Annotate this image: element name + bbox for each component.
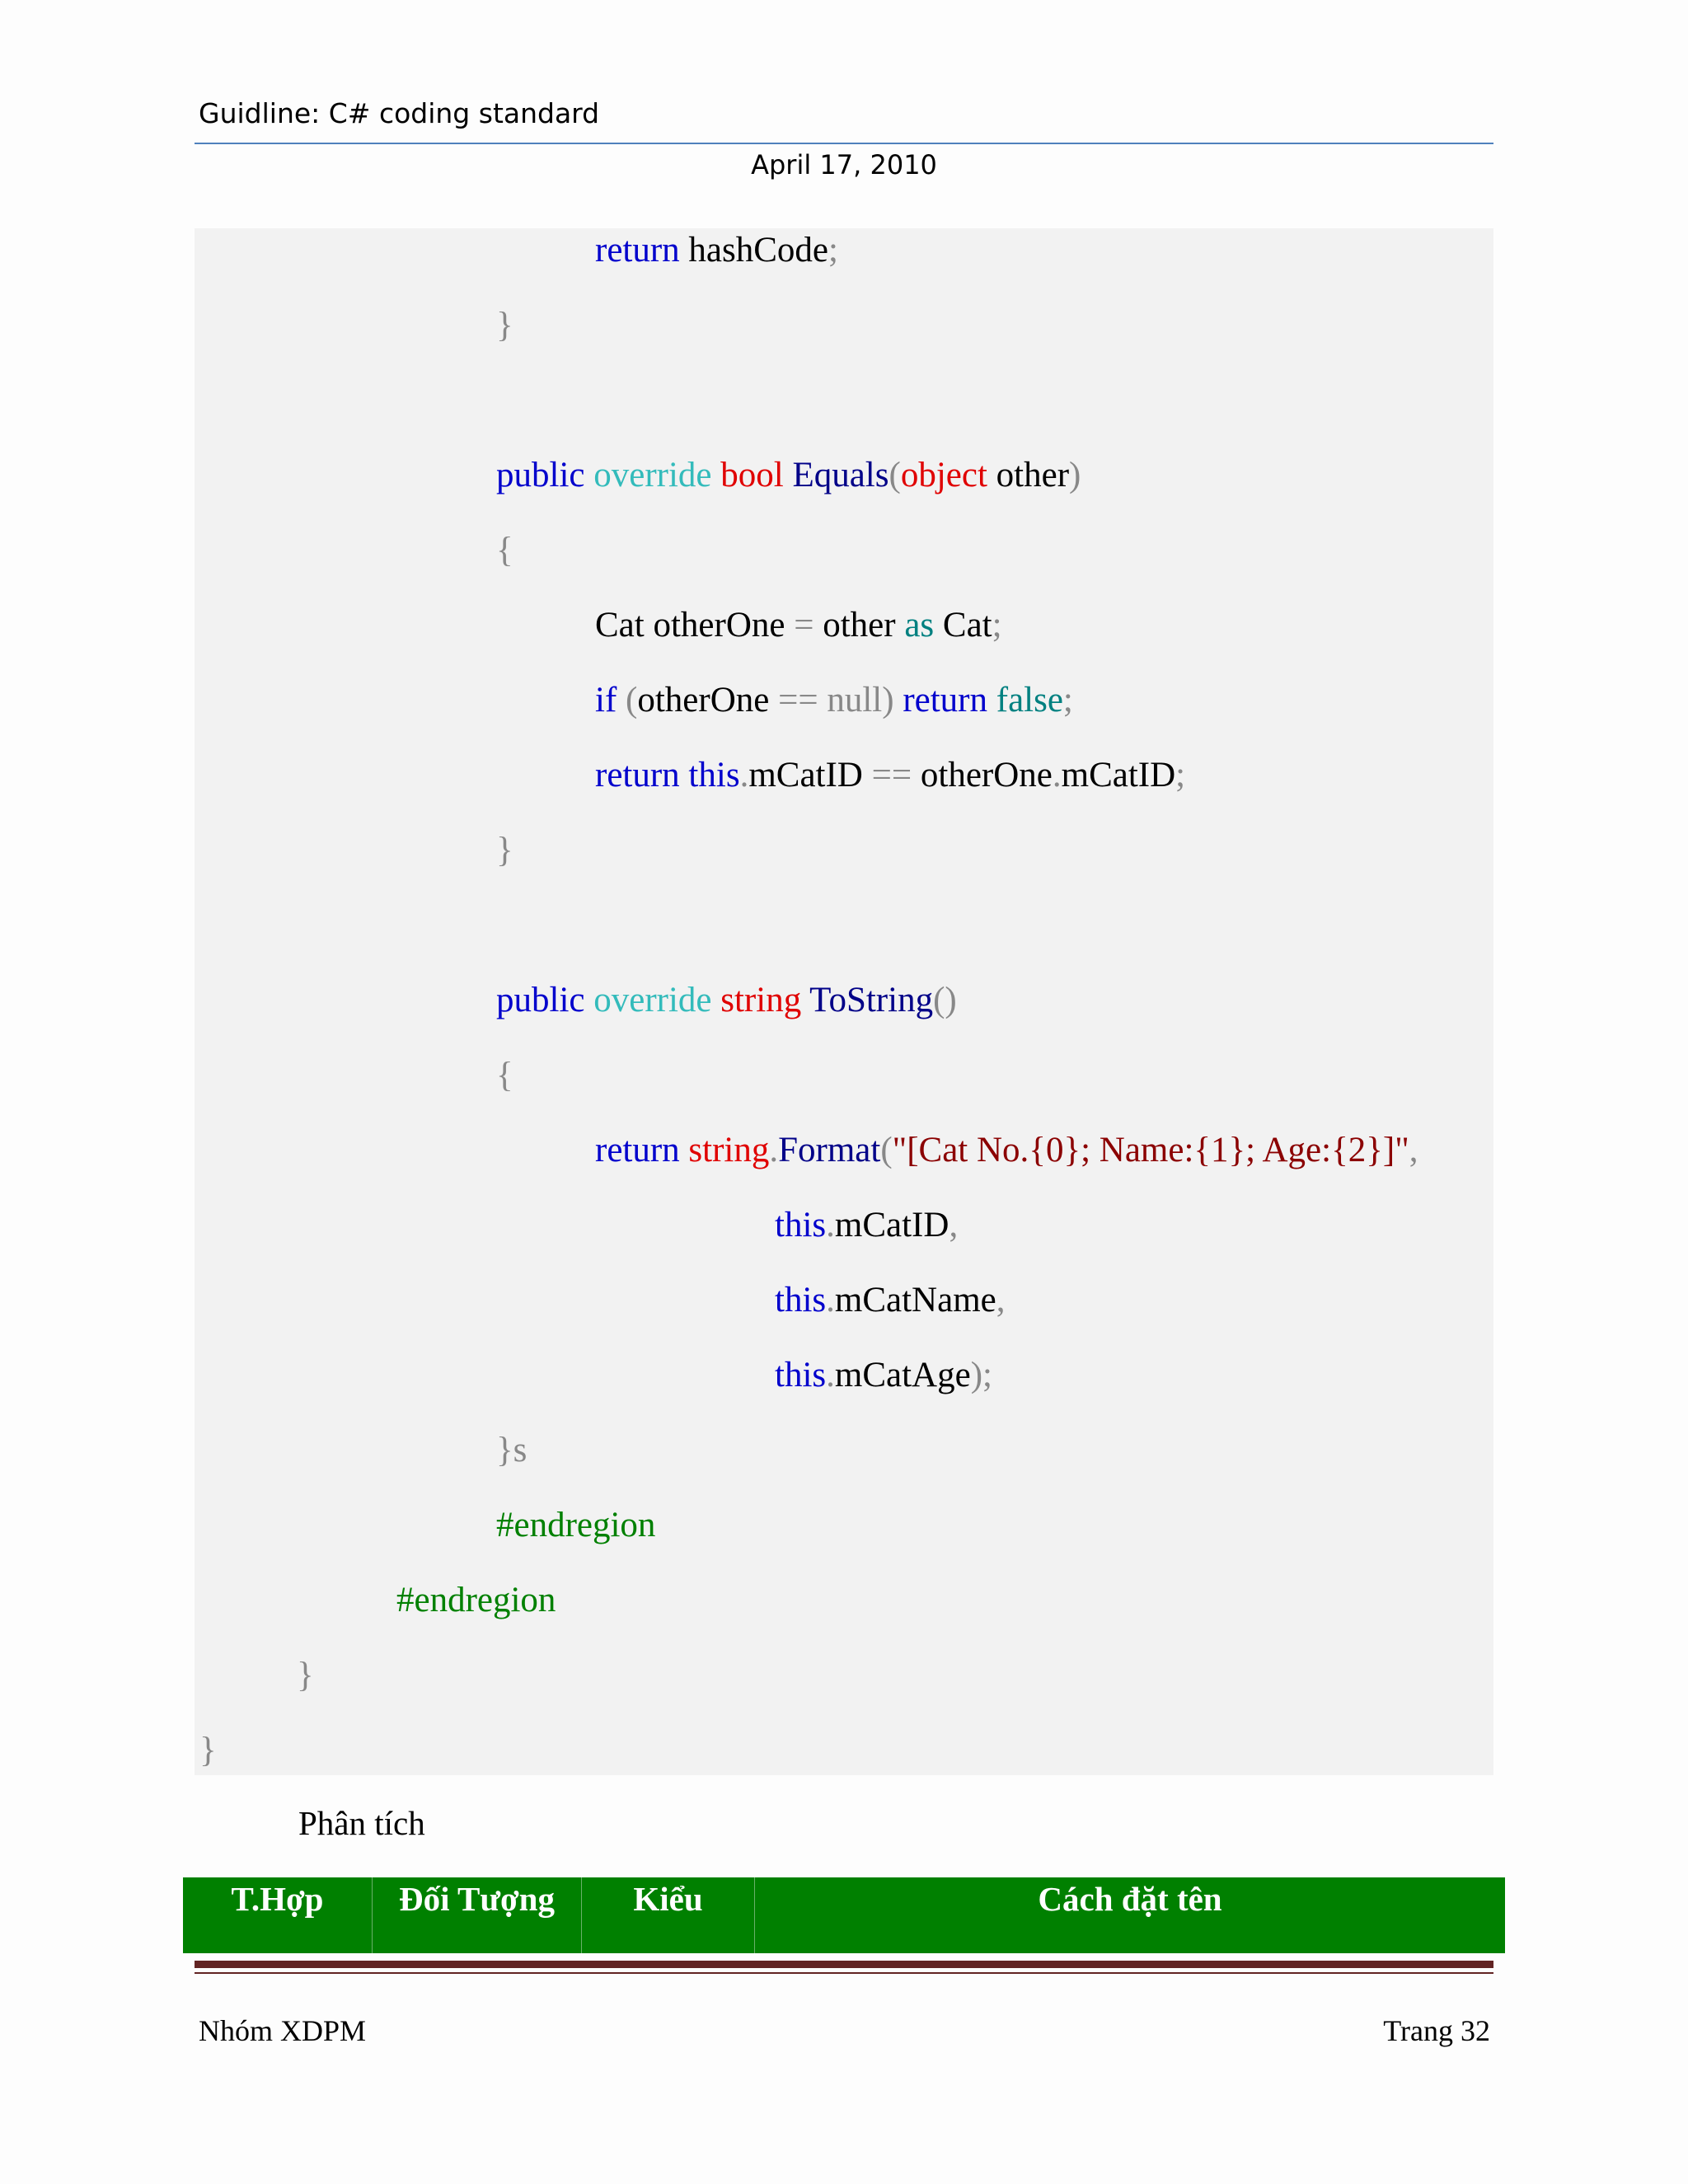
table-header-cell: Cách đặt tên: [1038, 1880, 1222, 1918]
code-token: ;: [992, 606, 1002, 644]
code-token: this: [775, 1281, 827, 1319]
code-token: bool: [711, 456, 784, 494]
code-token: {: [496, 531, 513, 569]
code-token: .: [769, 1131, 779, 1169]
code-token: }: [496, 831, 513, 869]
document-header-date: April 17, 2010: [751, 149, 937, 180]
code-token: .: [1052, 756, 1062, 794]
code-token: }: [199, 1731, 217, 1769]
code-token: Cat: [934, 606, 992, 644]
code-token: {: [496, 1056, 513, 1094]
code-line: [496, 305, 513, 346]
code-token: return: [595, 1131, 680, 1169]
code-token: );: [970, 1356, 992, 1394]
code-token: mCatID: [1061, 756, 1176, 794]
code-token: ,: [996, 1281, 1006, 1319]
code-token: ,: [1409, 1131, 1418, 1169]
code-token: mCatName: [834, 1281, 996, 1319]
code-token: == null): [769, 681, 894, 719]
code-token: ==: [862, 756, 921, 794]
code-token: ,: [949, 1206, 959, 1244]
code-token: if: [595, 681, 617, 719]
code-line: [297, 1655, 314, 1696]
code-token: }: [297, 1656, 314, 1694]
code-token: public: [496, 981, 585, 1019]
code-token: .: [739, 756, 749, 794]
code-token: return: [893, 681, 987, 719]
table-header-cell: T.Hợp: [183, 1877, 373, 1953]
analysis-label: Phân tích: [298, 1804, 425, 1842]
code-line: [775, 1280, 1005, 1321]
code-token: other: [987, 456, 1070, 494]
code-line: [595, 680, 1073, 721]
table-header-cell: Đối Tượng: [373, 1877, 582, 1953]
table-header-cell: Kiểu: [582, 1877, 755, 1953]
code-token: Format: [778, 1131, 881, 1169]
code-token: hashCode: [679, 231, 829, 269]
code-token: other: [823, 606, 896, 644]
code-token: #endregion: [396, 1581, 556, 1619]
code-block: [195, 228, 1493, 1775]
code-token: (: [880, 1131, 893, 1169]
code-token: "[Cat No.{0}; Name:{1}; Age:{2}]": [892, 1131, 1409, 1169]
code-token: #endregion: [496, 1506, 656, 1544]
footer-divider-thin: [195, 1972, 1493, 1974]
code-token: .: [826, 1206, 835, 1244]
code-token: this: [775, 1356, 827, 1394]
code-token: ): [1069, 456, 1081, 494]
code-token: false: [987, 681, 1063, 719]
footer-group-name: Nhóm XDPM: [199, 2014, 367, 2047]
code-token: mCatAge: [834, 1356, 971, 1394]
naming-table-header: [183, 1877, 1505, 1953]
code-line: [595, 755, 1185, 796]
code-token: public: [496, 456, 585, 494]
code-line: [199, 1730, 217, 1771]
code-token: return: [595, 756, 680, 794]
code-token: ;: [1062, 681, 1073, 719]
code-token: (): [933, 981, 957, 1019]
footer-divider-thick: [195, 1961, 1493, 1968]
code-line: [496, 1430, 527, 1471]
code-token: }: [496, 1431, 513, 1469]
code-line: [496, 455, 1081, 496]
code-token: mCatID: [834, 1206, 950, 1244]
code-token: (: [617, 681, 638, 719]
code-line: [396, 1580, 556, 1621]
code-token: string: [711, 981, 802, 1019]
code-token: return: [595, 231, 680, 269]
code-token: mCatID: [748, 756, 863, 794]
code-token: s: [513, 1431, 528, 1469]
code-line: [496, 830, 513, 871]
code-token: string: [679, 1131, 770, 1169]
document-header-title: Guidline: C# coding standard: [199, 97, 600, 129]
code-token: object: [900, 456, 987, 494]
code-token: .: [826, 1281, 835, 1319]
code-token: .: [826, 1356, 835, 1394]
code-token: ToString: [801, 981, 934, 1019]
code-token: override: [584, 981, 712, 1019]
code-token: }: [496, 306, 513, 344]
code-line: [595, 230, 838, 271]
code-line: [775, 1355, 992, 1396]
code-token: ;: [828, 231, 838, 269]
code-token: this: [679, 756, 740, 794]
code-token: (: [889, 456, 901, 494]
code-token: =: [785, 606, 823, 644]
header-divider: [195, 143, 1493, 144]
code-line: [496, 530, 513, 571]
code-token: as: [895, 606, 935, 644]
code-line: [775, 1205, 958, 1246]
code-line: [496, 1055, 513, 1096]
code-token: ;: [1175, 756, 1186, 794]
code-token: otherOne: [637, 681, 770, 719]
code-token: otherOne: [920, 756, 1053, 794]
code-token: Cat otherOne: [595, 606, 785, 644]
code-line: [595, 1130, 1418, 1171]
code-token: Equals: [783, 456, 889, 494]
code-token: this: [775, 1206, 827, 1244]
code-line: [496, 1505, 655, 1546]
footer-page-number: Trang 32: [1383, 2014, 1490, 2047]
code-line: [595, 605, 1002, 646]
code-line: [496, 980, 957, 1021]
code-token: override: [584, 456, 712, 494]
